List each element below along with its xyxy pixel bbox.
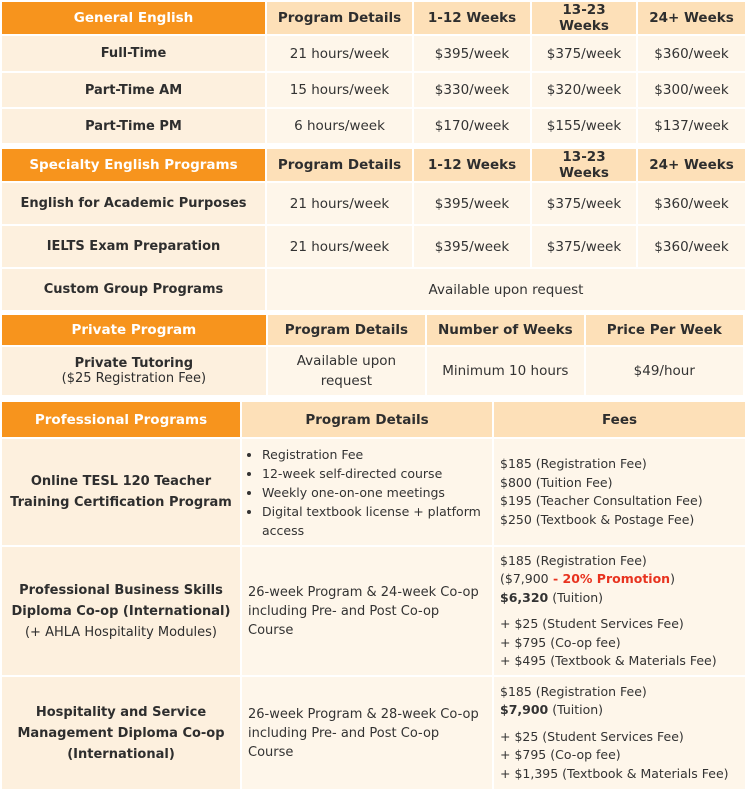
header-weeks-13-23: 13-23 Weeks [532,149,636,181]
program-details-cell: 21 hours/week [267,36,412,71]
header-number-of-weeks: Number of Weeks [427,315,583,345]
fee-line: $250 (Textbook & Postage Fee) [500,511,695,527]
tuition-note: (Tuition) [548,589,604,605]
fee-line [500,701,741,720]
private-tutoring-label [2,347,266,395]
row-label: Part-Time AM [2,73,265,107]
header-program-details: Program Details [268,315,425,345]
row-label: English for Academic Purposes [2,183,265,224]
fee-promo-line [500,570,741,589]
custom-group-availability: Available upon request [267,269,745,310]
general-english-table [0,0,745,145]
table-row [2,109,745,143]
list-item: • 12-week self-directed course [262,464,488,483]
header-weeks-1-12: 1-12 Weeks [414,149,530,181]
table-row [2,269,745,310]
specialty-english-table [0,147,745,312]
header-weeks-13-23: 13-23 Weeks [532,2,636,34]
list-item: • Weekly one-on-one meetings [262,483,488,502]
row-label: IELTS Exam Preparation [2,226,265,267]
price-cell: $155/week [532,109,636,143]
row-label: Private Tutoring [74,356,194,371]
row-label: Hospitality and Service Management Diploma Co-op (International) [2,677,240,789]
header-price-per-week: Price Per Week [586,315,743,345]
table-row [2,36,745,71]
row-label: Professional Business Skills Diploma Co-op (International) [11,582,231,619]
price-cell: $320/week [532,73,636,107]
table-row [2,677,745,789]
professional-programs-title: Professional Programs [2,402,240,437]
private-program-title: Private Program [2,315,266,345]
list-item: • Digital textbook license + platform access [262,502,488,540]
tuition-price: $7,900 [500,702,549,718]
program-details-cell: 26-week Program & 28-week Co-op including Pre- and Post Co-op Course [242,677,492,789]
header-weeks-24-plus: 24+ Weeks [638,2,745,34]
table-row [2,183,745,224]
details-bullet-list [250,445,488,540]
price-cell: $375/week [532,183,636,224]
row-label: Part-Time PM [2,109,265,143]
specialty-english-title: Specialty English Programs [2,149,265,181]
program-details-cell [242,439,492,545]
header-weeks-24-plus: 24+ Weeks [638,149,745,181]
fee-line: + $795 (Co-op fee) [500,747,621,763]
program-details-cell: 6 hours/week [267,109,412,143]
fee-line: + $495 (Textbook & Materials Fee) [500,653,717,668]
fee-line [500,589,741,608]
fee-line: + $795 (Co-op fee) [500,634,621,650]
general-english-header-row [2,2,745,34]
private-program-table [0,313,745,397]
fees-cell [494,547,745,675]
tuition-note: (Tuition) [548,702,604,718]
weeks-cell: Minimum 10 hours [427,347,583,395]
row-label: Full-Time [2,36,265,71]
fee-line: $195 (Teacher Consultation Fee) [500,493,703,508]
promotion-badge: - 20% Promotion [548,571,671,586]
row-label: Online TESL 120 Teacher Training Certification Program [2,439,240,545]
original-price: ($7,900 [500,571,549,586]
price-cell: $137/week [638,109,745,143]
fee-line: + $25 (Student Services Fee) [500,616,684,631]
professional-programs-table [0,400,745,791]
fee-line: + $25 (Student Services Fee) [500,728,684,744]
price-cell: $360/week [638,36,745,71]
fee-line: $800 (Tuition Fee) [500,474,613,490]
professional-header-row [2,402,745,437]
header-fees: Fees [494,402,745,437]
price-cell: $300/week [638,73,745,107]
fees-cell [494,439,745,545]
price-cell: $170/week [414,109,530,143]
price-cell: $395/week [414,226,530,267]
row-sublabel: ($25 Registration Fee) [61,371,207,386]
header-program-details: Program Details [267,149,412,181]
fee-line: $185 (Registration Fee) [500,456,647,471]
header-program-details: Program Details [242,402,492,437]
program-details-cell: 21 hours/week [267,183,412,224]
fees-cell [494,677,745,789]
price-cell: $395/week [414,36,530,71]
price-cell: $330/week [414,73,530,107]
original-price-close: ) [670,571,675,586]
table-row [2,547,745,675]
table-row [2,347,743,395]
program-details-cell: 15 hours/week [267,73,412,107]
private-header-row [2,315,743,345]
price-cell: $395/week [414,183,530,224]
program-details-cell: 21 hours/week [267,226,412,267]
price-cell: $360/week [638,183,745,224]
table-row [2,73,745,107]
fee-line: $185 (Registration Fee) [500,552,647,568]
list-item: • Registration Fee [262,445,488,464]
fee-line: $185 (Registration Fee) [500,683,647,699]
header-weeks-1-12: 1-12 Weeks [414,2,530,34]
table-row [2,439,745,545]
row-sublabel: (+ AHLA Hospitality Modules) [24,624,218,640]
table-row [2,226,745,267]
price-cell: $375/week [532,226,636,267]
business-diploma-label [2,547,240,675]
fee-line: + $1,395 (Textbook & Materials Fee) [500,765,729,781]
price-cell: $49/hour [586,347,743,395]
price-cell: $375/week [532,36,636,71]
specialty-header-row [2,149,745,181]
tuition-price: $6,320 [500,589,549,605]
program-details-cell: 26-week Program & 24-week Co-op including Pre- and Post Co-op Course [242,547,492,675]
row-label: Custom Group Programs [2,269,265,310]
program-details-cell: Available upon request [268,347,425,395]
general-english-title: General English [2,2,265,34]
price-cell: $360/week [638,226,745,267]
header-program-details: Program Details [267,2,412,34]
